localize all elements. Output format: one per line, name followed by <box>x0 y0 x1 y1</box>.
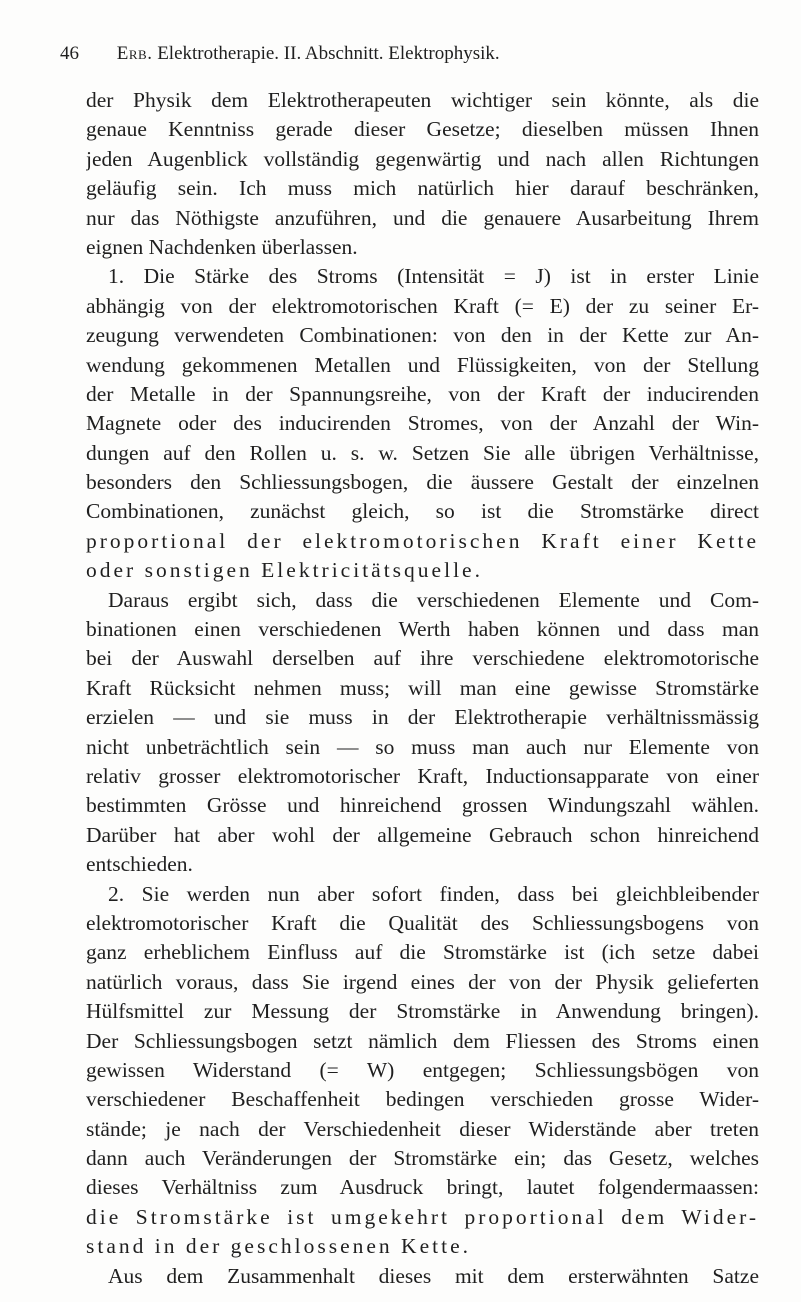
text-line: binationen einen verschiedenen Werth haben können und dass man <box>86 617 759 642</box>
text-line: Magnete oder des inducirenden Stromes, von der Anzahl der Win- <box>86 411 759 436</box>
text-line: dungen auf den Rollen u. s. w. Setzen Sie alle übrigen Verhältnisse, <box>86 440 759 465</box>
text-line: proportional der elektromotorischen Kraft einer Kette <box>86 528 759 553</box>
text-line: elektromotorischer Kraft die Qualität des Schliessungsbogens von <box>86 910 759 935</box>
text-line: nicht unbeträchtlich sein — so muss man auch nur Elemente von <box>86 734 759 759</box>
text-line: abhängig von der elektromotorischen Kraft (= E) der zu seiner Er- <box>86 293 759 318</box>
text-line: Daraus ergibt sich, dass die verschiedenen Elemente und Com- <box>108 587 759 612</box>
text-line: besonders den Schliessungsbogen, die äussere Gestalt der einzelnen <box>86 470 759 495</box>
text-line: Combinationen, zunächst gleich, so ist die Stromstärke direct <box>86 499 759 524</box>
text-line: entschieden. <box>86 852 193 877</box>
text-line: stände; je nach der Verschiedenheit dieser Widerstände aber treten <box>86 1116 759 1141</box>
text-line: zeugung verwendeten Combinationen: von den in der Kette zur An- <box>86 323 759 348</box>
text-line: relativ grosser elektromotorischer Kraft, Inductionsapparate von einer <box>86 763 759 788</box>
text-line: ganz erheblichem Einfluss auf die Stromstärke ist (ich setze dabei <box>86 940 759 965</box>
text-line: der Metalle in der Spannungsreihe, von der Kraft der inducirenden <box>86 381 759 406</box>
text-line: genaue Kenntniss gerade dieser Gesetze; dieselben müssen Ihnen <box>86 117 759 142</box>
page-number: 46 <box>60 43 79 64</box>
text-line: bei der Auswahl derselben auf ihre verschiedene elektromotorische <box>86 646 759 671</box>
running-title <box>117 40 500 68</box>
text-line: dieses Verhältniss zum Ausdruck bringt, lautet folgendermaassen: <box>86 1175 759 1200</box>
text-line: dann auch Veränderungen der Stromstärke ein; das Gesetz, welches <box>86 1146 759 1171</box>
author-name: Erb. <box>116 43 153 64</box>
text-line: jeden Augenblick vollständig gegenwärtig und nach allen Richtungen <box>86 146 759 171</box>
chapter-title: Elektrotherapie. II. Abschnitt. Elektrophysik. <box>157 43 500 64</box>
text-line: natürlich voraus, dass Sie irgend eines der von der Physik gelieferten <box>86 969 759 994</box>
text-line: die Stromstärke ist umgekehrt proportional dem Wider- <box>86 1204 759 1229</box>
text-line: bestimmten Grösse und hinreichend grossen Windungszahl wählen. <box>86 793 759 818</box>
text-line: Darüber hat aber wohl der allgemeine Gebrauch schon hinreichend <box>86 822 759 847</box>
text-line: 1. Die Stärke des Stroms (Intensität = J) ist in erster Linie <box>108 264 759 289</box>
text-line: gewissen Widerstand (= W) entgegen; Schliessungsbögen von <box>86 1057 759 1082</box>
text-line: oder sonstigen Elektricitätsquelle. <box>86 558 483 583</box>
text-line: stand in der geschlossenen Kette. <box>86 1234 471 1259</box>
text-line: Hülfsmittel zur Messung der Stromstärke in Anwendung bringen). <box>86 999 759 1024</box>
text-line: eignen Nachdenken überlassen. <box>86 234 358 259</box>
text-line: Der Schliessungsbogen setzt nämlich dem Fliessen des Stroms einen <box>86 1028 759 1053</box>
text-line: verschiedener Beschaffenheit bedingen verschieden grosse Wider- <box>86 1087 759 1112</box>
text-line: geläufig sein. Ich muss mich natürlich hier darauf beschränken, <box>86 176 759 201</box>
running-header <box>60 40 750 68</box>
text-line: nur das Nöthigste anzuführen, und die genauere Ausarbeitung Ihrem <box>86 205 759 230</box>
body-text <box>86 86 759 1291</box>
text-line: wendung gekommenen Metallen und Flüssigkeiten, von der Stellung <box>86 352 759 377</box>
text-line: Kraft Rücksicht nehmen muss; will man eine gewisse Stromstärke <box>86 675 759 700</box>
text-line: der Physik dem Elektrotherapeuten wichtiger sein könnte, als die <box>86 88 759 112</box>
text-line: Aus dem Zusammenhalt dieses mit dem ersterwähnten Satze <box>108 1263 759 1288</box>
text-line: 2. Sie werden nun aber sofort finden, dass bei gleichbleibender <box>108 881 759 906</box>
text-line: erzielen — und sie muss in der Elektrotherapie verhältnissmässig <box>86 705 759 730</box>
